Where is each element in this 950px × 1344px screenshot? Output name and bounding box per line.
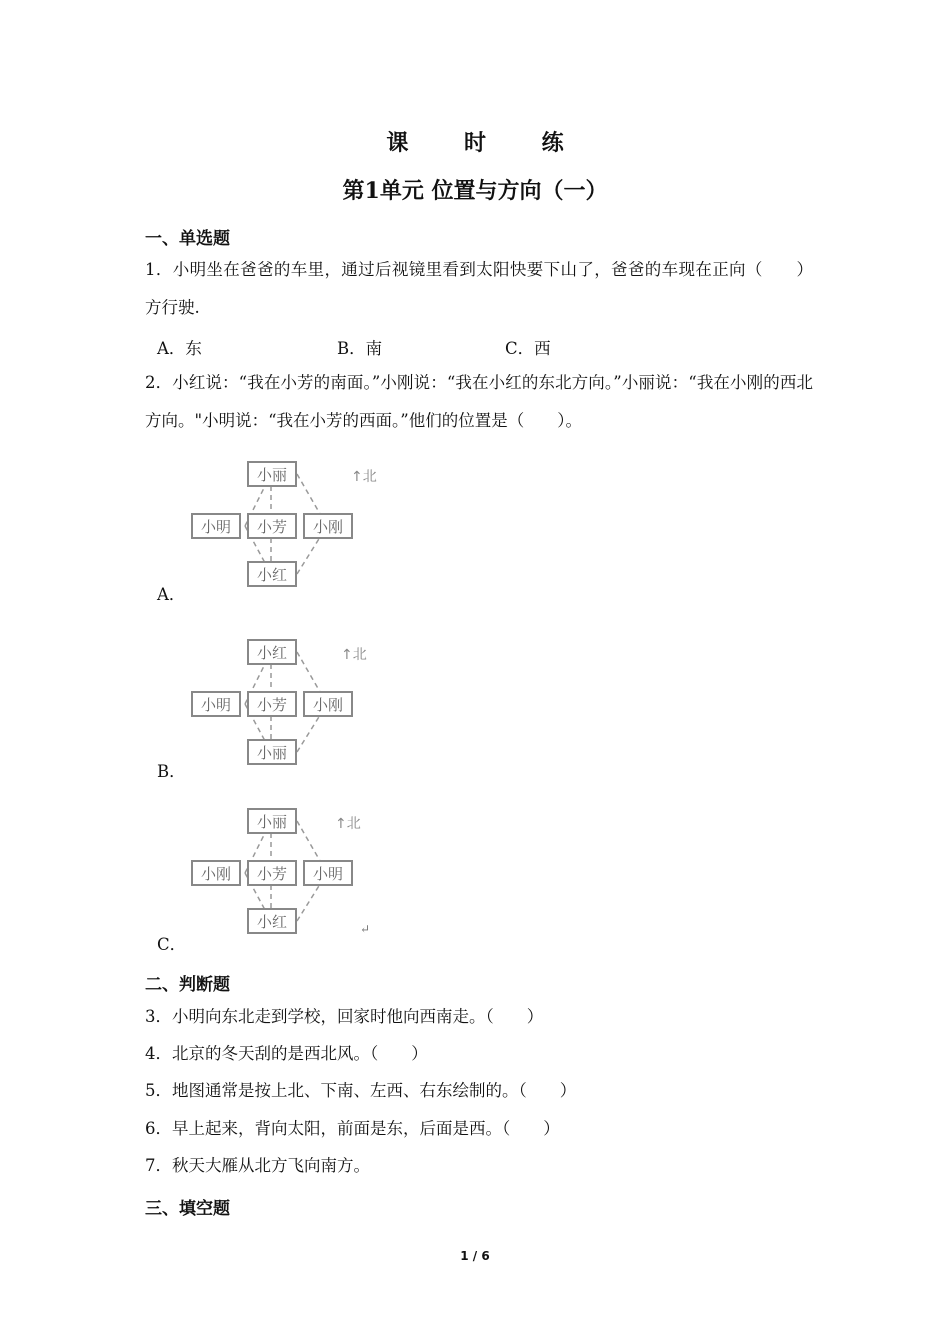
page-number: 1 / 6 [460,1249,490,1263]
diagram-a-label-top: 小丽 [256,466,288,484]
diagram-b-label-top: 小红 [256,644,288,662]
q1-option-c: C．西 [505,339,551,358]
tf-question-7: 7．秋天大雁从北方飞向南方。 [145,1156,370,1175]
section-fill-blank: 三、填空题 [145,1199,230,1219]
page-title: 课 时 练 [386,130,588,156]
diagram-a-label-right: 小刚 [312,518,344,536]
diagram-c-label-top: 小丽 [256,813,288,831]
q2-option-b-label: B． [157,762,186,781]
paragraph-return-mark: ↵ [360,922,371,936]
diagram-b-label-bottom: 小丽 [256,744,288,762]
tf-question-5: 5．地图通常是按上北、下南、左西、右东绘制的。（ ） [145,1081,577,1100]
q2-diagram-b [185,634,395,766]
diagram-c-label-left: 小刚 [200,865,232,883]
question-2: 2．小红说：“我在小芳的南面。”小刚说：“我在小红的东北方向。”小丽说：“我在小刚的西北方向。"小明说：“我在小芳的西面。”他们的位置是（ ）。 [145,373,813,430]
q2-diagram-c [185,803,395,935]
section-single-choice: 一、单选题 [145,229,230,249]
diagram-a-label-left: 小明 [200,518,232,536]
diagram-b-label-left: 小明 [200,696,232,714]
tf-question-3: 3．小明向东北走到学校，回家时他向西南走。（ ） [145,1007,544,1026]
q2-option-a-label: A． [157,585,186,604]
tf-question-4: 4．北京的冬天刮的是西北风。（ ） [145,1044,428,1063]
page-subtitle: 第1单元 位置与方向（一） [342,178,608,204]
diagram-c-north-label: ↑北 [335,816,361,832]
q2-diagram-a [185,456,395,588]
q1-option-b: B．南 [337,339,383,358]
q2-option-c-label: C． [157,935,187,954]
diagram-a-north-label: ↑北 [351,469,377,485]
question-1: 1．小明坐在爸爸的车里，通过后视镜里看到太阳快要下山了，爸爸的车现在正向（ ）方行驶. [145,260,813,317]
section-true-false: 二、判断题 [145,975,230,995]
tf-question-6: 6．早上起来，背向太阳，前面是东，后面是西。（ ） [145,1119,560,1138]
q1-option-a: A．东 [157,339,202,358]
diagram-a-label-bottom: 小红 [256,566,288,584]
diagram-c-label-center: 小芳 [256,865,288,883]
diagram-b-north-label: ↑北 [341,647,367,663]
diagram-c-label-right: 小明 [312,865,344,883]
diagram-b-label-right: 小刚 [312,696,344,714]
diagram-b-label-center: 小芳 [256,696,288,714]
diagram-c-label-bottom: 小红 [256,913,288,931]
diagram-a-label-center: 小芳 [256,518,288,536]
